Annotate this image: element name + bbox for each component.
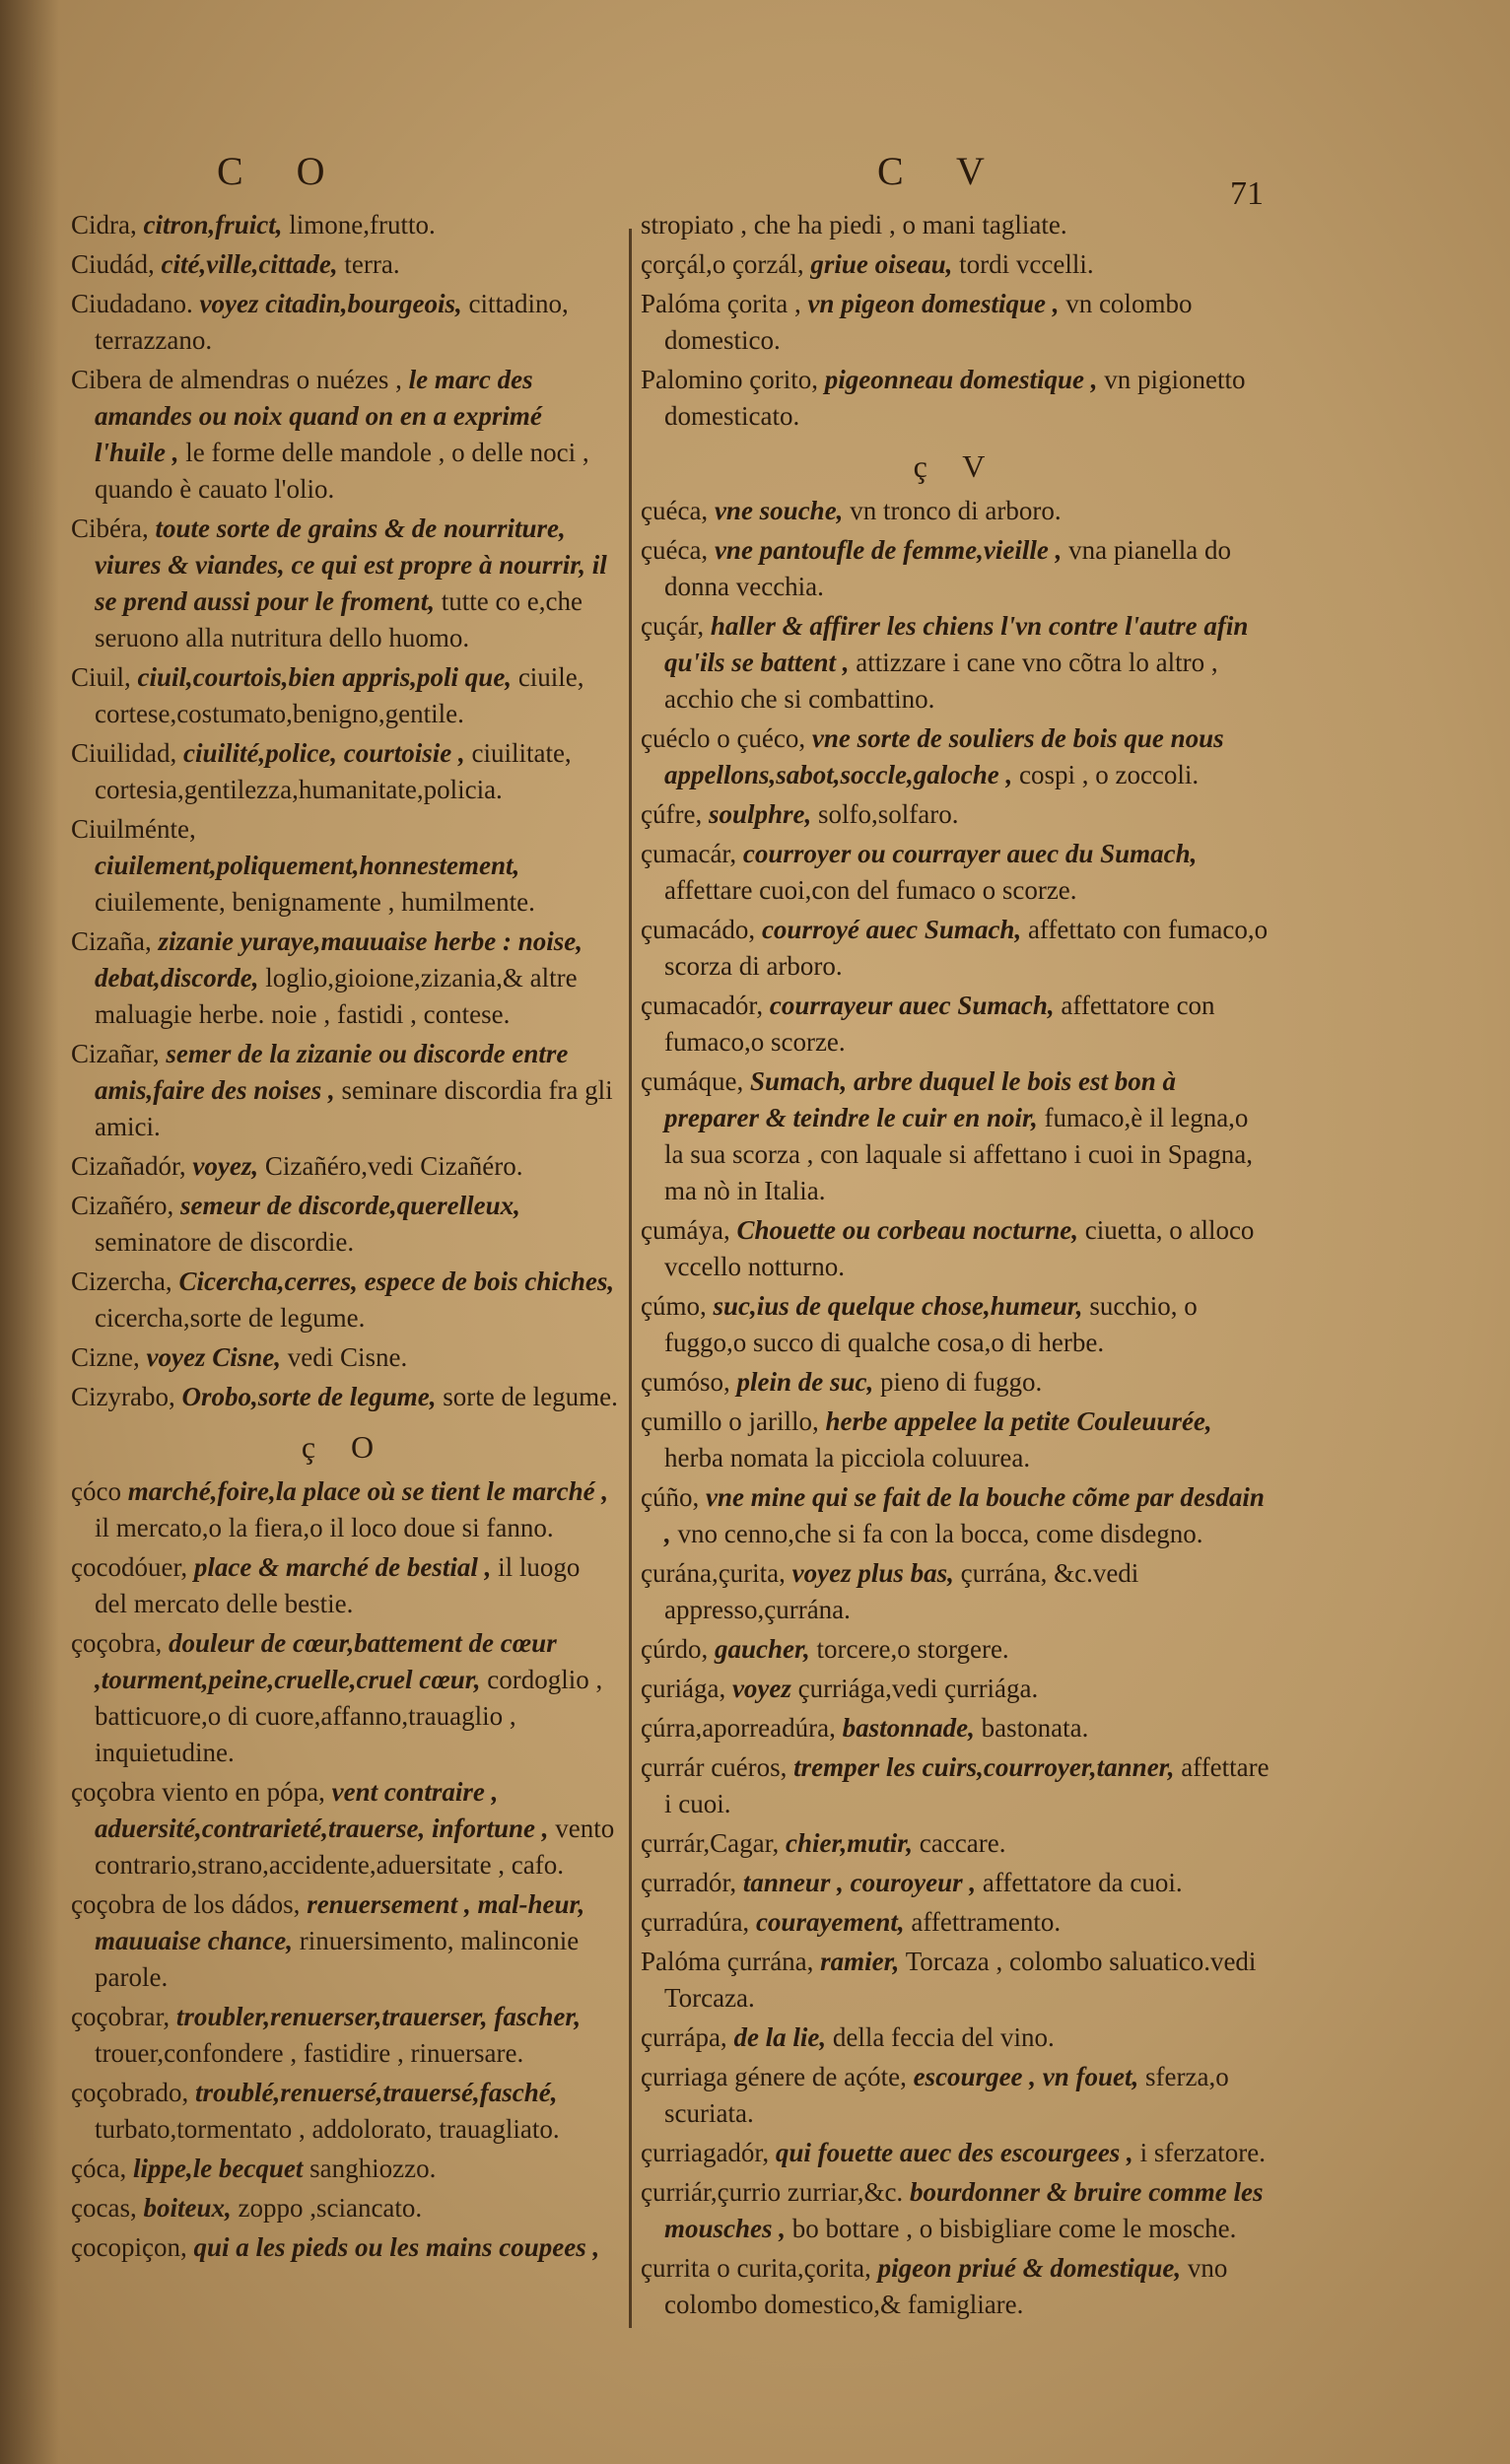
entry-italian: rinuersimento, malinconie parole.	[95, 1926, 580, 1992]
dictionary-entry	[71, 1886, 618, 1996]
entry-headword: çurriár,çurrio zurriar,&c.	[641, 2177, 904, 2207]
entry-italian: terra.	[344, 249, 400, 279]
entry-italian: vento contrario,strano,accidente,aduersitate , cafo.	[95, 1814, 615, 1880]
entry-italian: affettatore da cuoi.	[982, 1868, 1183, 1897]
entry-french: pigeon priué & domestique,	[877, 2253, 1182, 2283]
entry-italian: vn pigionetto domesticato.	[664, 365, 1246, 431]
entry-headword: çurrár,Cagar,	[641, 1828, 780, 1858]
entry-french: ramier,	[820, 1947, 900, 1976]
dictionary-entry	[71, 1473, 618, 1546]
dictionary-entry	[71, 659, 618, 732]
entry-headword: çúrra,aporreadúra,	[641, 1713, 836, 1743]
entry-headword: Palóma çorita ,	[641, 289, 801, 318]
dictionary-entry	[641, 2059, 1271, 2132]
entry-headword: Cizyrabo,	[71, 1382, 175, 1411]
dictionary-entry	[641, 1212, 1271, 1285]
entry-french: zizanie yuraye,mauuaise herbe : noise, debat,discorde,	[95, 926, 583, 992]
entry-headword: Cizne,	[71, 1342, 140, 1372]
right-column-header: C V	[877, 149, 1006, 193]
entry-headword: çurána,çurita,	[641, 1558, 786, 1588]
entry-headword: Palóma çurrána,	[641, 1947, 814, 1976]
entry-italian: affettramento.	[911, 1907, 1062, 1937]
dictionary-entry	[71, 1264, 618, 1336]
entry-headword: Cizercha,	[71, 1266, 172, 1296]
dictionary-entry	[71, 2229, 618, 2266]
dictionary-entry	[641, 608, 1271, 718]
entry-french: tanneur , couroyeur ,	[742, 1868, 977, 1897]
entry-italian: i sferzatore.	[1139, 2138, 1266, 2167]
entry-headword: çoçobrar,	[71, 2002, 171, 2031]
dictionary-entry	[641, 362, 1271, 435]
entry-headword: çuéca,	[641, 496, 709, 525]
dictionary-entry	[641, 207, 1271, 243]
entry-headword: Cizañadór,	[71, 1151, 186, 1181]
entry-french: de la lie,	[733, 2022, 827, 2052]
dictionary-entry	[71, 1625, 618, 1771]
dictionary-entry	[641, 1479, 1271, 1552]
entry-italian: succhio, o fuggo,o succo di qualche cosa,o di herbe.	[664, 1291, 1198, 1357]
entry-headword: çurriagadór,	[641, 2138, 770, 2167]
entry-italian: limone,frutto.	[289, 210, 436, 240]
entry-french: place & marché de bestial ,	[193, 1552, 492, 1582]
entry-french: vent contraire , aduersité,contrarieté,trauerse, infortune ,	[95, 1777, 549, 1843]
entry-headword: çúfre,	[641, 799, 703, 829]
section-heading-cv: ç V	[913, 448, 999, 484]
entry-italian: sorte de legume.	[443, 1382, 618, 1411]
entry-italian: Torcaza , colombo saluatico.vedi Torcaza.	[664, 1947, 1257, 2013]
entry-french: escourgee , vn fouet,	[913, 2062, 1139, 2091]
entry-italian: torcere,o storgere.	[816, 1634, 1009, 1664]
entry-headword: Ciuilménte,	[71, 814, 196, 844]
dictionary-entry	[641, 246, 1271, 283]
entry-italian: çurriága,vedi çurriága.	[797, 1674, 1039, 1703]
entry-headword: çumáque,	[641, 1066, 744, 1096]
dictionary-entry	[641, 2135, 1271, 2171]
entry-headword: çuéclo o çuéco,	[641, 723, 806, 753]
entry-headword: çocopiçon,	[71, 2232, 187, 2262]
entry-italian: solfo,solfaro.	[818, 799, 959, 829]
entry-italian: attizzare i cane vno cõtra lo altro , acchio che si combattino.	[664, 648, 1218, 714]
entry-headword: çúmo,	[641, 1291, 707, 1321]
entry-italian: cospi , o zoccoli.	[1018, 760, 1200, 789]
entry-italian: il luogo del mercato delle bestie.	[95, 1552, 581, 1618]
entry-french: ciuilité,police, courtoisie ,	[183, 738, 465, 768]
dictionary-entry	[71, 1999, 618, 2072]
entry-french: citron,fruict,	[143, 210, 283, 240]
entry-italian: cicercha,sorte de legume.	[95, 1303, 366, 1333]
dictionary-entry	[71, 1188, 618, 1261]
entry-french: le marc des amandes ou noix quand on en a exprimé l'huile ,	[95, 365, 542, 467]
entry-italian: vno colombo domestico,& famigliare.	[664, 2253, 1228, 2319]
entry-french: semer de la zizanie ou discorde entre amis,faire des noises ,	[95, 1039, 569, 1105]
dictionary-entry	[641, 493, 1271, 529]
entry-italian: caccare.	[919, 1828, 1006, 1858]
dictionary-entry	[641, 1555, 1271, 1628]
dictionary-entry	[71, 924, 618, 1033]
entry-french: voyez Cisne,	[146, 1342, 281, 1372]
entry-italian: vedi Cisne.	[287, 1342, 408, 1372]
entry-french: ciuil,courtois,bien appris,poli que,	[137, 662, 513, 692]
dictionary-entry	[71, 362, 618, 508]
entry-italian: turbato,tormentato , addolorato, trauagliato.	[95, 2114, 560, 2144]
dictionary-entry	[641, 532, 1271, 605]
entry-headword: Cidra,	[71, 210, 137, 240]
entry-italian: ciuilemente, benignamente , humilmente.	[95, 887, 535, 917]
page-number: 71	[1230, 175, 1264, 212]
entry-italian: ciuilitate, cortesia,gentilezza,humanitate,policia.	[95, 738, 572, 804]
entry-french: bourdonner & bruire comme les mousches ,	[664, 2177, 1264, 2243]
entry-headword: çocodóuer,	[71, 1552, 188, 1582]
dictionary-entry	[71, 1339, 618, 1376]
entry-french: douleur de cœur,battement de cœur ,tourment,peine,cruelle,cruel cœur,	[95, 1628, 557, 1694]
dictionary-entry	[641, 1825, 1271, 1862]
dictionary-entry	[641, 1288, 1271, 1361]
dictionary-entry	[71, 511, 618, 656]
entry-headword: çocas,	[71, 2193, 137, 2223]
entry-headword: Cibera de almendras o nuézes ,	[71, 365, 402, 394]
entry-french: pigeonneau domestique ,	[824, 365, 1098, 394]
entry-italian: che ha piedi , o mani tagliate.	[753, 210, 1067, 240]
entry-french: vne mine qui se fait de la bouche cõme par desdain ,	[664, 1482, 1265, 1548]
entry-headword: Cibéra,	[71, 513, 149, 543]
dictionary-entry	[641, 836, 1271, 909]
entry-italian: il mercato,o la fiera,o il loco doue si fanno.	[95, 1513, 554, 1542]
entry-headword: Ciudadano.	[71, 289, 193, 318]
entry-italian: trouer,confondere , fastidire , rinuersare.	[95, 2038, 524, 2068]
dictionary-entry	[641, 2174, 1271, 2247]
entry-italian: tutte co e,che seruono alla nutritura dello huomo.	[95, 586, 583, 652]
entry-french: lippe,le becquet	[132, 2154, 304, 2183]
dictionary-entry	[71, 286, 618, 359]
entry-italian: vn colombo domestico.	[664, 289, 1193, 355]
entry-headword: çuçár,	[641, 611, 705, 641]
entry-italian: ciuile, cortese,costumato,benigno,gentile.	[95, 662, 584, 728]
entry-french: Cicercha,cerres, espece de bois chiches,	[178, 1266, 615, 1296]
entry-french: toute sorte de grains & de nourriture, viures & viandes, ce qui est propre à nourrir, il se prend aussi pour le froment,	[95, 513, 607, 616]
entry-headword: çurrita o curita,çorita,	[641, 2253, 871, 2283]
dictionary-entry	[641, 2019, 1271, 2056]
entry-headword: çurradúra,	[641, 1907, 750, 1937]
right-column	[641, 207, 1271, 2326]
entry-french: plein de suc,	[736, 1367, 874, 1397]
entry-headword: çurrápa,	[641, 2022, 727, 2052]
entry-headword: çumacadór,	[641, 991, 764, 1020]
entry-french: tremper les cuirs,courroyer,tanner,	[793, 1752, 1175, 1782]
entry-french: gaucher,	[714, 1634, 810, 1664]
dictionary-entry	[641, 796, 1271, 833]
entry-french: qui fouette auec des escourgees ,	[775, 2138, 1133, 2167]
entry-french: ciuilement,poliquement,honnestement,	[95, 851, 520, 880]
entry-french: vne pantoufle de femme,vieille ,	[714, 535, 1063, 565]
column-divider	[629, 229, 632, 2328]
entry-french: Chouette ou corbeau nocturne,	[736, 1215, 1078, 1245]
entry-french: boiteux,	[143, 2193, 232, 2223]
dictionary-entry	[71, 2075, 618, 2148]
dictionary-entry	[641, 1063, 1271, 1209]
entry-headword: Ciuilidad,	[71, 738, 177, 768]
entry-italian: Cizañéro,vedi Cizañéro.	[264, 1151, 523, 1181]
entry-headword: çúño,	[641, 1482, 700, 1512]
entry-headword: stropiato ,	[641, 210, 747, 240]
entry-headword: çúrdo,	[641, 1634, 709, 1664]
entry-headword: Ciudád,	[71, 249, 155, 279]
entry-italian: herba nomata la picciola coluurea.	[664, 1443, 1031, 1472]
dictionary-entry	[641, 720, 1271, 793]
section-heading-co: ç O	[301, 1429, 388, 1465]
entry-headword: Ciuil,	[71, 662, 131, 692]
entry-french: troublé,renuersé,trauersé,fasché,	[194, 2078, 558, 2107]
entry-french: soulphre,	[708, 799, 812, 829]
dictionary-entry	[71, 207, 618, 243]
entry-headword: çumacádo,	[641, 915, 756, 944]
entry-headword: çumóso,	[641, 1367, 730, 1397]
dictionary-entry	[71, 1379, 618, 1415]
dictionary-entry	[71, 246, 618, 283]
entry-headword: çuriága,	[641, 1674, 726, 1703]
entry-french: Sumach, arbre duquel le bois est bon à preparer & teindre le cuir en noir,	[664, 1066, 1177, 1132]
entry-french: voyez	[731, 1674, 791, 1703]
entry-headword: Cizañéro,	[71, 1191, 174, 1220]
dictionary-entry	[641, 988, 1271, 1061]
dictionary-entry	[71, 735, 618, 808]
entry-french: qui a les pieds ou les mains coupees ,	[193, 2232, 600, 2262]
entry-french: suc,ius de quelque chose,humeur,	[713, 1291, 1083, 1321]
dictionary-entry	[641, 1865, 1271, 1901]
entry-italian: fumaco,è il legna,o la sua scorza , con laquale si affettano i cuoi in Spagna, ma nò in Italia.	[664, 1103, 1254, 1205]
dictionary-entry	[641, 2250, 1271, 2323]
dictionary-entry	[641, 1671, 1271, 1707]
entry-headword: çóco	[71, 1476, 121, 1506]
entry-italian: cordoglio , batticuore,o di cuore,affanno,trauaglio , inquietudine.	[95, 1665, 603, 1767]
entry-french: haller & affirer les chiens l'vn contre l'autre afin qu'ils se battent ,	[664, 611, 1249, 677]
dictionary-entry	[641, 1631, 1271, 1668]
entry-headword: çuéca,	[641, 535, 709, 565]
entry-italian: bastonata.	[981, 1713, 1089, 1743]
entry-french: Orobo,sorte de legume,	[181, 1382, 437, 1411]
entry-french: vne souche,	[714, 496, 844, 525]
entry-french: voyez,	[192, 1151, 259, 1181]
entry-italian: sanghiozzo.	[309, 2154, 437, 2183]
dictionary-entry	[71, 1549, 618, 1622]
dictionary-entry	[641, 1904, 1271, 1941]
dictionary-entry	[641, 912, 1271, 985]
entry-headword: çoçobrado,	[71, 2078, 189, 2107]
entry-french: courrayeur auec Sumach,	[769, 991, 1055, 1020]
entry-italian: vn tronco di arboro.	[850, 496, 1062, 525]
entry-headword: çorçál,o çorzál,	[641, 249, 804, 279]
entry-headword: çumacár,	[641, 839, 737, 868]
entry-italian: bo bottare , o bisbigliare come le mosche.	[791, 2214, 1237, 2243]
entry-french: courayement,	[755, 1907, 905, 1937]
entry-headword: Cizaña,	[71, 926, 152, 956]
entry-french: griue oiseau,	[810, 249, 953, 279]
entry-headword: çoçobra de los dádos,	[71, 1889, 301, 1919]
entry-headword: çurriaga génere de açóte,	[641, 2062, 907, 2091]
entry-italian: affettatore con fumaco,o scorze.	[664, 991, 1215, 1057]
entry-italian: cittadino, terrazzano.	[95, 289, 569, 355]
entry-italian: le forme delle mandole , o delle noci , quando è cauato l'olio.	[95, 438, 589, 504]
entry-french: herbe appelee la petite Couleuurée,	[825, 1406, 1212, 1436]
dictionary-entry	[71, 2151, 618, 2187]
entry-italian: zoppo ,sciancato.	[238, 2193, 423, 2223]
entry-french: courroyer ou courrayer auec du Sumach,	[742, 839, 1198, 868]
entry-italian: affettare i cuoi.	[664, 1752, 1270, 1818]
entry-french: courroyé auec Sumach,	[761, 915, 1022, 944]
entry-french: bastonnade,	[842, 1713, 975, 1743]
entry-headword: Palomino çorito,	[641, 365, 818, 394]
entry-headword: çoçobra viento en pópa,	[71, 1777, 325, 1807]
entry-french: voyez plus bas,	[791, 1558, 954, 1588]
entry-italian: tordi vccelli.	[959, 249, 1094, 279]
entry-headword: çoçobra,	[71, 1628, 163, 1658]
entry-italian: pieno di fuggo.	[880, 1367, 1043, 1397]
entry-italian: affettare cuoi,con del fumaco o scorze.	[664, 875, 1077, 905]
entry-french: marché,foire,la place où se tient le marché ,	[127, 1476, 609, 1506]
entry-french: cité,ville,cittade,	[161, 249, 338, 279]
dictionary-entry	[641, 1364, 1271, 1401]
left-column-header: C O	[217, 149, 347, 193]
dictionary-entry	[641, 1944, 1271, 2017]
entry-headword: çurradór,	[641, 1868, 737, 1897]
dictionary-entry	[641, 286, 1271, 359]
entry-headword: Cizañar,	[71, 1039, 160, 1068]
dictionary-entry	[641, 1403, 1271, 1476]
entry-italian: vna pianella do donna vecchia.	[664, 535, 1232, 601]
dictionary-entry	[641, 1749, 1271, 1822]
entry-headword: çumillo o jarillo,	[641, 1406, 819, 1436]
entry-french: semeur de discorde,querelleux,	[179, 1191, 520, 1220]
entry-french: renuersement , mal-heur, mauuaise chance,	[95, 1889, 585, 1955]
entry-italian: çurrána, &c.vedi appresso,çurrána.	[664, 1558, 1139, 1624]
entry-french: voyez citadin,bourgeois,	[199, 289, 462, 318]
entry-italian: seminatore de discordie.	[95, 1227, 355, 1257]
dictionary-entry	[71, 1036, 618, 1145]
entry-italian: loglio,gioione,zizania,& altre maluagie herbe. noie , fastidi , contese.	[95, 963, 578, 1029]
entry-italian: vno cenno,che si fa con la bocca, come disdegno.	[677, 1519, 1203, 1548]
dictionary-entry	[71, 1148, 618, 1185]
entry-italian: della feccia del vino.	[832, 2022, 1055, 2052]
dictionary-entry	[641, 1710, 1271, 1746]
entry-italian: affettato con fumaco,o scorza di arboro.	[664, 915, 1269, 981]
entry-headword: çumáya,	[641, 1215, 730, 1245]
left-column	[71, 207, 618, 2269]
entry-italian: ciuetta, o alloco vccello notturno.	[664, 1215, 1255, 1281]
entry-headword: çurrár cuéros,	[641, 1752, 788, 1782]
entry-headword: çóca,	[71, 2154, 127, 2183]
entry-french: troubler,renuerser,trauerser, fascher,	[175, 2002, 582, 2031]
entry-french: vn pigeon domestique ,	[807, 289, 1060, 318]
dictionary-entry	[71, 811, 618, 921]
entry-italian: sferza,o scuriata.	[664, 2062, 1229, 2128]
entry-italian: seminare discordia fra gli amici.	[95, 1075, 613, 1141]
entry-french: chier,mutir,	[786, 1828, 914, 1858]
dictionary-entry	[71, 1774, 618, 1883]
entry-french: vne sorte de souliers de bois que nous appellons,sabot,soccle,galoche ,	[664, 723, 1224, 789]
dictionary-entry	[71, 2190, 618, 2226]
